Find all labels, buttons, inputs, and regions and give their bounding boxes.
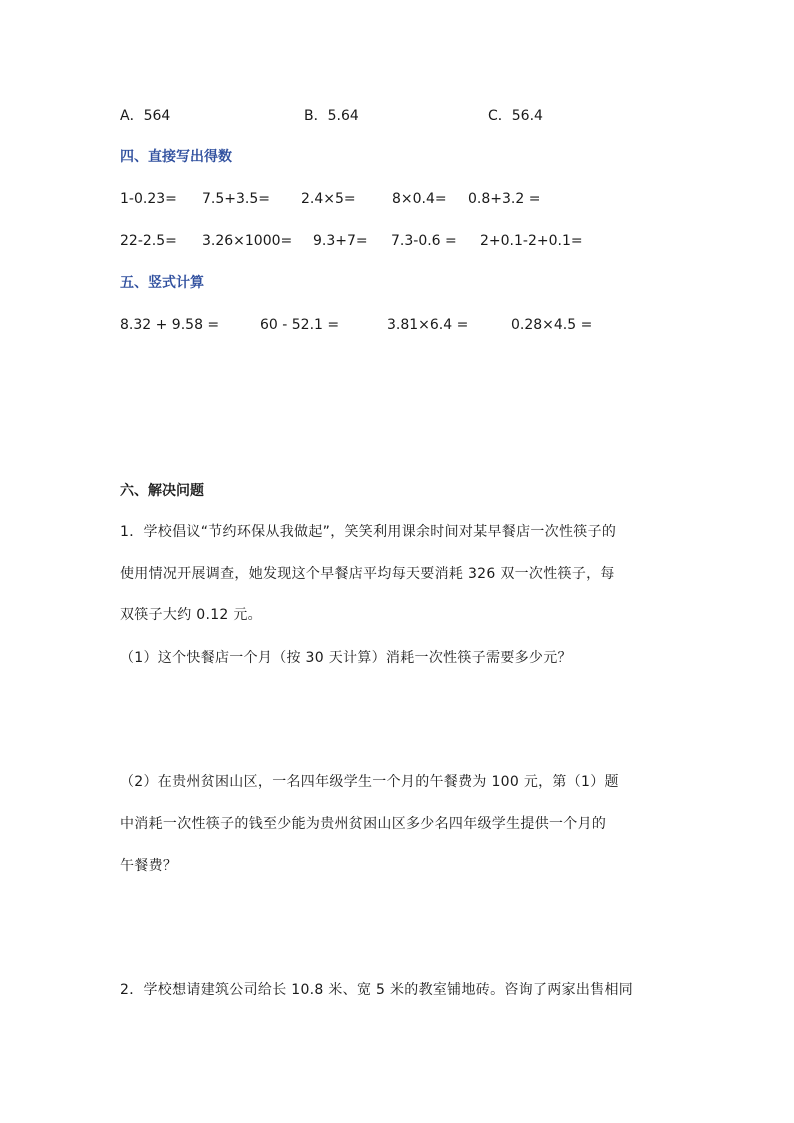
question-1-line-3: 双筷子大约 0.12 元。 [120, 607, 262, 623]
mental-math-item: 2+0.1-2+0.1= [480, 233, 583, 249]
mental-math-item: 7.5+3.5= [202, 191, 270, 207]
option-c: C．56.4 [488, 108, 543, 124]
vertical-calc-item: 60 - 52.1 = [260, 317, 340, 333]
question-2-line-1: 2．学校想请建筑公司给长 10.8 米、宽 5 米的教室铺地砖。咨询了两家出售相同 [120, 982, 634, 998]
question-1-sub-1: （1）这个快餐店一个月（按 30 天计算）消耗一次性筷子需要多少元？ [120, 650, 572, 666]
vertical-calc-item: 3.81×6.4 = [387, 317, 469, 333]
mental-math-item: 0.8+3.2 = [468, 191, 541, 207]
mental-math-item: 1-0.23= [120, 191, 177, 207]
mental-math-item: 2.4×5= [301, 191, 356, 207]
question-1-sub-2-line-1: （2）在贵州贫困山区，一名四年级学生一个月的午餐费为 100 元，第（1）题 [120, 774, 619, 790]
mental-math-item: 8×0.4= [392, 191, 447, 207]
mental-math-item: 9.3+7= [313, 233, 368, 249]
section-4-title: 四、直接写出得数 [120, 149, 232, 165]
option-b: B．5.64 [304, 108, 359, 124]
section-5-title: 五、竖式计算 [120, 275, 204, 291]
question-1-sub-2-line-2: 中消耗一次性筷子的钱至少能为贵州贫困山区多少名四年级学生提供一个月的 [120, 816, 607, 832]
vertical-calc-item: 0.28×4.5 = [511, 317, 593, 333]
mental-math-item: 3.26×1000= [202, 233, 293, 249]
option-a: A．564 [120, 108, 171, 124]
section-6-title: 六、解决问题 [120, 483, 204, 499]
mental-math-item: 22-2.5= [120, 233, 177, 249]
question-1-sub-2-line-3: 午餐费？ [120, 858, 178, 874]
question-1-line-2: 使用情况开展调查，她发现这个早餐店平均每天要消耗 326 双一次性筷子，每 [120, 566, 615, 582]
vertical-calc-item: 8.32 + 9.58 = [120, 317, 220, 333]
mental-math-item: 7.3-0.6 = [391, 233, 457, 249]
question-1-line-1: 1．学校倡议“节约环保从我做起”，笑笑利用课余时间对某早餐店一次性筷子的 [120, 524, 617, 540]
